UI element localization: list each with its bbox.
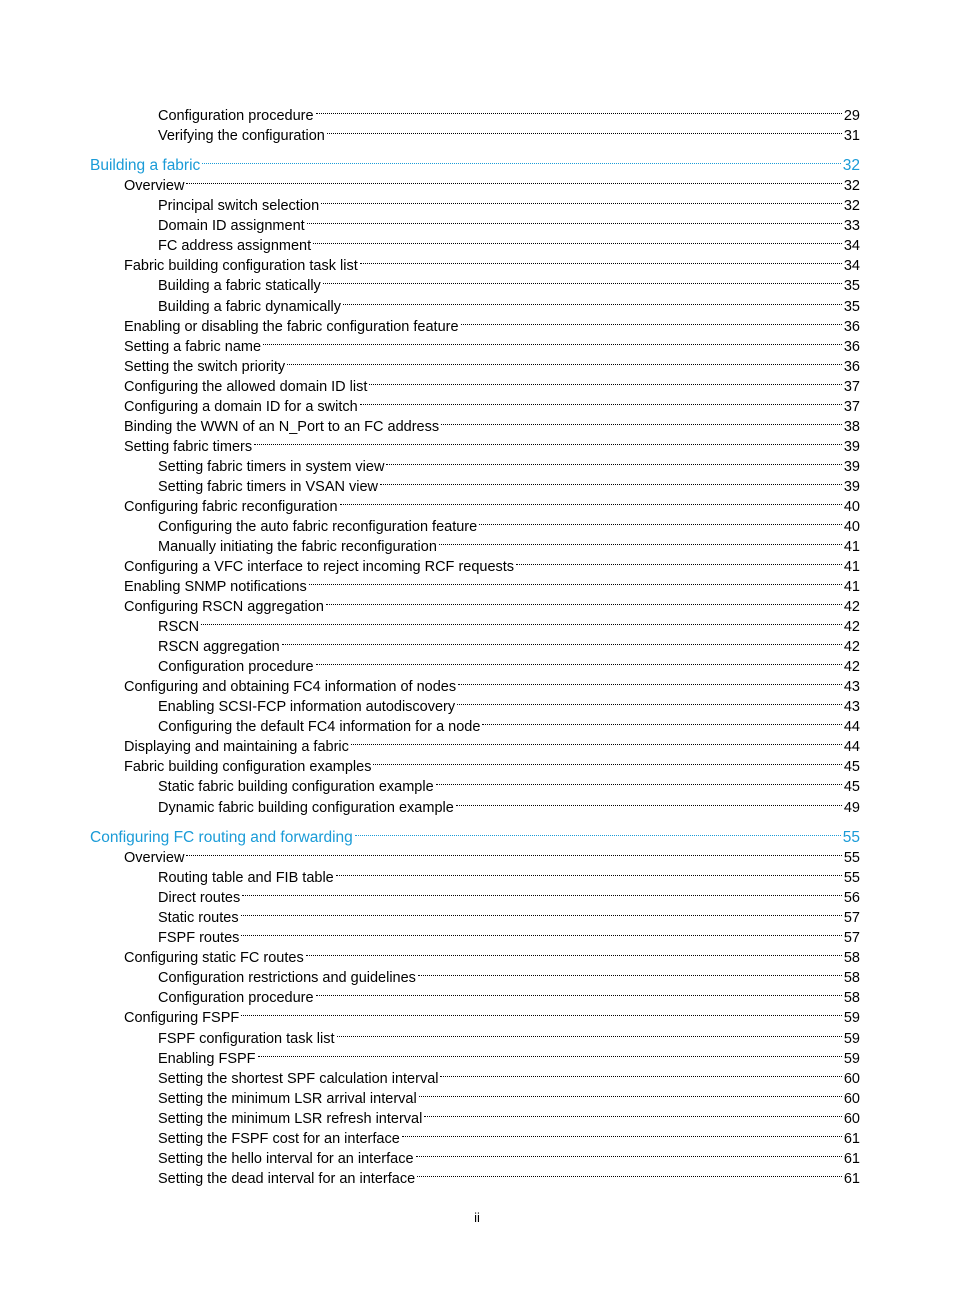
toc-chapter-link[interactable]: [0, 150, 954, 174]
toc-entry-page: 40: [843, 499, 860, 515]
toc-entry-title: Setting the minimum LSR arrival interval: [158, 1091, 417, 1107]
toc-entry-page: 56: [843, 890, 860, 906]
toc-entry-title: Overview: [124, 850, 185, 866]
toc-entry-link[interactable]: [0, 311, 954, 335]
toc-entry-page: 57: [843, 930, 860, 946]
toc-entry-link[interactable]: [0, 1123, 954, 1147]
toc-entry-title: Setting the FSPF cost for an interface: [158, 1131, 400, 1147]
dot-leader: [458, 671, 842, 691]
toc-entry-title: Setting fabric timers in system view: [158, 459, 385, 475]
toc-entry-page: 60: [843, 1071, 860, 1087]
toc-entry-row: [158, 230, 860, 254]
toc-entry-title: Setting fabric timers: [124, 439, 253, 455]
toc-entry-page: 61: [843, 1171, 860, 1187]
toc-entry-link[interactable]: [0, 331, 954, 355]
dot-leader: [440, 1063, 841, 1083]
toc-entry-title: Principal switch selection: [158, 198, 320, 214]
dot-leader: [424, 1103, 842, 1123]
toc-entry-row: [158, 611, 860, 635]
toc-entry-page: 33: [843, 218, 860, 234]
toc-entry-title: Configuring FC routing and forwarding: [90, 829, 353, 846]
toc-entry-row: [158, 1103, 860, 1127]
toc-entry-link[interactable]: [0, 371, 954, 395]
toc-entry-link[interactable]: [0, 671, 954, 695]
dot-leader: [340, 491, 842, 511]
dot-leader: [323, 270, 842, 290]
toc-entry-link[interactable]: [0, 862, 954, 886]
dot-leader: [309, 571, 842, 591]
toc-entry-row: [124, 671, 860, 695]
toc-entry-row: [158, 471, 860, 495]
toc-entry-title: Configuring the allowed domain ID list: [124, 379, 368, 395]
toc-entry-row: [158, 792, 860, 816]
toc-entry-link[interactable]: [0, 210, 954, 234]
toc-entry-link[interactable]: [0, 431, 954, 455]
toc-entry-link[interactable]: [0, 902, 954, 926]
toc-entry-title: Setting the dead interval for an interface: [158, 1171, 416, 1187]
dot-leader: [436, 771, 842, 791]
toc-entry-page: 58: [843, 990, 860, 1006]
dot-leader: [360, 250, 842, 270]
toc-entry-row: [124, 571, 860, 595]
toc-entry-title: Setting a fabric name: [124, 339, 262, 355]
toc-entry-title: Configuration procedure: [158, 990, 314, 1006]
toc-entry-title: Configuring a VFC interface to reject incoming RCF requests: [124, 559, 515, 575]
dot-leader: [242, 882, 842, 902]
toc-entry-title: Configuring and obtaining FC4 information of nodes: [124, 679, 457, 695]
toc-entry-title: Configuration procedure: [158, 108, 314, 124]
toc-entry-link[interactable]: [0, 942, 954, 966]
toc-entry-row: [158, 1023, 860, 1047]
toc-entry-page: 35: [843, 299, 860, 315]
toc-entry-page: 43: [843, 679, 860, 695]
toc-entry-link[interactable]: [0, 1083, 954, 1107]
toc-entry-title: Configuring static FC routes: [124, 950, 304, 966]
toc-entry-row: [124, 371, 860, 395]
dot-leader: [241, 922, 841, 942]
toc-entry-page: 42: [843, 659, 860, 675]
dot-leader: [380, 471, 842, 491]
toc-entry-row: [158, 1063, 860, 1087]
toc-entry-row: [124, 250, 860, 274]
toc-entry-row: [158, 1143, 860, 1167]
toc-entry-title: Fabric building configuration examples: [124, 759, 372, 775]
toc-entry-page: 40: [843, 519, 860, 535]
toc-entry-row: [158, 210, 860, 234]
dot-leader: [202, 150, 840, 170]
toc-entry-title: Setting the minimum LSR refresh interval: [158, 1111, 423, 1127]
toc-entry-page: 35: [843, 278, 860, 294]
dot-leader: [439, 531, 842, 551]
toc-entry-page: 59: [843, 1051, 860, 1067]
toc-entry-page: 41: [843, 539, 860, 555]
toc-entry-page: 39: [843, 459, 860, 475]
dot-leader: [402, 1123, 842, 1143]
toc-entry-page: 42: [843, 599, 860, 615]
toc-entry-link[interactable]: [0, 631, 954, 655]
toc-entry-title: Static fabric building configuration example: [158, 779, 434, 795]
toc-entry-page: 37: [843, 399, 860, 415]
toc-entry-link[interactable]: [0, 842, 954, 866]
toc-entry-page: 38: [843, 419, 860, 435]
dot-leader: [316, 651, 842, 671]
toc-entry-row: [158, 902, 860, 926]
dot-leader: [373, 751, 841, 771]
dot-leader: [419, 1083, 842, 1103]
toc-entry-link[interactable]: [0, 691, 954, 715]
toc-entry-row: [124, 391, 860, 415]
toc-entry-row: [124, 170, 860, 194]
toc-entry-page: 45: [843, 779, 860, 795]
dot-leader: [201, 611, 842, 631]
toc-entry-link[interactable]: [0, 1103, 954, 1127]
toc-entry-row: [124, 842, 860, 866]
toc-entry-row: [158, 962, 860, 986]
dot-leader: [313, 230, 842, 250]
toc-entry-link[interactable]: [0, 511, 954, 535]
toc-entry-row: [158, 862, 860, 886]
toc-entry-page: 58: [843, 970, 860, 986]
toc-entry-title: Setting the switch priority: [124, 359, 286, 375]
dot-leader: [306, 942, 842, 962]
dot-leader: [316, 982, 842, 1002]
toc-entry-title: Manually initiating the fabric reconfiguration: [158, 539, 437, 555]
dot-leader: [254, 431, 842, 451]
toc-entry-page: 32: [843, 198, 860, 214]
toc-entry-page: 36: [843, 339, 860, 355]
dot-leader: [327, 120, 842, 140]
toc-entry-link[interactable]: [0, 190, 954, 214]
dot-leader: [351, 731, 842, 751]
toc-entry-link[interactable]: [0, 170, 954, 194]
toc-entry-row: [158, 1123, 860, 1147]
toc-entry-link[interactable]: [0, 451, 954, 475]
toc-entry-title: Domain ID assignment: [158, 218, 305, 234]
toc-entry-title: Configuration restrictions and guidelines: [158, 970, 416, 986]
toc-entry-link[interactable]: [0, 391, 954, 415]
toc-entry-page: 58: [843, 950, 860, 966]
toc-entry-link[interactable]: [0, 771, 954, 795]
dot-leader: [186, 842, 841, 862]
toc-entry-row: [158, 982, 860, 1006]
dot-leader: [386, 451, 841, 471]
toc-entry-row: [158, 1083, 860, 1107]
toc-entry-row: [158, 1163, 860, 1187]
toc-entry-title: Enabling SCSI-FCP information autodiscovery: [158, 699, 456, 715]
toc-entry-page: 60: [843, 1111, 860, 1127]
dot-leader: [307, 210, 842, 230]
toc-entry-link[interactable]: [0, 792, 954, 816]
toc-entry-link[interactable]: [0, 982, 954, 1006]
toc-entry-row: [158, 631, 860, 655]
toc-entry-page: 39: [843, 439, 860, 455]
toc-entry-title: Configuration procedure: [158, 659, 314, 675]
toc-entry-row: [158, 711, 860, 735]
toc-entry-row: [124, 311, 860, 335]
dot-leader: [355, 822, 841, 842]
toc-entry-title: Verifying the configuration: [158, 128, 325, 144]
toc-entry-title: Displaying and maintaining a fabric: [124, 739, 349, 755]
dot-leader: [456, 792, 842, 812]
dot-leader: [186, 170, 841, 190]
toc-entry-title: Static routes: [158, 910, 239, 926]
toc-entry-link[interactable]: [0, 1163, 954, 1187]
toc-entry-row: [158, 531, 860, 555]
toc-entry-link[interactable]: [0, 651, 954, 675]
toc-entry-link[interactable]: [0, 711, 954, 735]
dot-leader: [457, 691, 842, 711]
toc-entry-page: 34: [843, 238, 860, 254]
toc-entry-title: Configuring fabric reconfiguration: [124, 499, 338, 515]
toc-entry-page: 37: [843, 379, 860, 395]
toc-entry-row: [124, 351, 860, 375]
toc-entry-title: Fabric building configuration task list: [124, 258, 358, 274]
toc-entry-page: 61: [843, 1151, 860, 1167]
dot-leader: [241, 902, 842, 922]
toc-entry-link[interactable]: [0, 100, 954, 124]
toc-entry-title: Binding the WWN of an N_Port to an FC address: [124, 419, 440, 435]
toc-entry-title: Setting the hello interval for an interface: [158, 1151, 414, 1167]
toc-entry-page: 43: [843, 699, 860, 715]
toc-entry-page: 36: [843, 359, 860, 375]
toc-entry-row: [90, 822, 860, 846]
toc-entry-row: [124, 331, 860, 355]
toc-entry-title: Enabling SNMP notifications: [124, 579, 307, 595]
toc-entry-link[interactable]: [0, 250, 954, 274]
toc-entry-page: 60: [843, 1091, 860, 1107]
toc-entry-row: [124, 411, 860, 435]
toc-entry-link[interactable]: [0, 571, 954, 595]
dot-leader: [336, 862, 842, 882]
toc-entry-title: FSPF configuration task list: [158, 1031, 335, 1047]
toc-entry-page: 42: [843, 639, 860, 655]
toc-entry-link[interactable]: [0, 1002, 954, 1026]
toc-entry-row: [158, 771, 860, 795]
dot-leader: [516, 551, 842, 571]
toc-entry-title: RSCN: [158, 619, 200, 635]
toc-entry-link[interactable]: [0, 731, 954, 755]
toc-entry-link[interactable]: [0, 591, 954, 615]
dot-leader: [282, 631, 842, 651]
toc-entry-row: [158, 651, 860, 675]
toc-entry-row: [124, 551, 860, 575]
dot-leader: [241, 1002, 842, 1022]
dot-leader: [343, 291, 842, 311]
toc-entry-title: Routing table and FIB table: [158, 870, 334, 886]
dot-leader: [461, 311, 842, 331]
toc-entry-link[interactable]: [0, 120, 954, 144]
dot-leader: [316, 100, 842, 120]
dot-leader: [321, 190, 842, 210]
dot-leader: [417, 1163, 842, 1183]
toc-entry-title: RSCN aggregation: [158, 639, 280, 655]
toc-entry-page: 49: [843, 800, 860, 816]
toc-entry-link[interactable]: [0, 922, 954, 946]
toc-entry-row: [158, 1043, 860, 1067]
toc-entry-page: 55: [842, 829, 860, 846]
toc-entry-title: Configuring the auto fabric reconfiguration feature: [158, 519, 478, 535]
toc-entry-row: [158, 270, 860, 294]
toc-entry-page: 55: [843, 850, 860, 866]
toc-entry-row: [124, 591, 860, 615]
toc-entry-page: 44: [843, 719, 860, 735]
toc-entry-row: [158, 451, 860, 475]
toc-entry-link[interactable]: [0, 531, 954, 555]
toc-entry-title: Setting the shortest SPF calculation interval: [158, 1071, 439, 1087]
toc-entry-page: 59: [843, 1010, 860, 1026]
toc-entry-row: [90, 150, 860, 174]
toc-entry-row: [158, 291, 860, 315]
toc-entry-row: [124, 491, 860, 515]
toc-entry-title: Setting fabric timers in VSAN view: [158, 479, 378, 495]
toc-entry-row: [158, 120, 860, 144]
toc-entry-link[interactable]: [0, 291, 954, 315]
toc-entry-link[interactable]: [0, 1043, 954, 1067]
toc-entry-link[interactable]: [0, 751, 954, 775]
toc-entry-title: Configuring the default FC4 information for a node: [158, 719, 481, 735]
toc-entry-page: 31: [843, 128, 860, 144]
toc-entry-link[interactable]: [0, 882, 954, 906]
toc-entry-link[interactable]: [0, 351, 954, 375]
toc-chapter-link[interactable]: [0, 822, 954, 846]
toc-entry-link[interactable]: [0, 611, 954, 635]
toc-entry-title: Configuring a domain ID for a switch: [124, 399, 358, 415]
toc-entry-row: [158, 882, 860, 906]
toc-entry-title: FSPF routes: [158, 930, 240, 946]
toc-entry-link[interactable]: [0, 962, 954, 986]
toc-entry-link[interactable]: [0, 1143, 954, 1167]
toc-entry-row: [124, 751, 860, 775]
toc-entry-page: 57: [843, 910, 860, 926]
page-number: ii: [474, 1210, 480, 1225]
toc-entry-title: Building a fabric: [90, 157, 201, 174]
toc-entry-title: Enabling or disabling the fabric configuration feature: [124, 319, 459, 335]
dot-leader: [482, 711, 841, 731]
toc-entry-row: [124, 1002, 860, 1026]
dot-leader: [263, 331, 842, 351]
toc-entry-page: 41: [843, 559, 860, 575]
toc-entry-page: 42: [843, 619, 860, 635]
toc-entry-row: [158, 190, 860, 214]
dot-leader: [418, 962, 842, 982]
toc-entry-row: [124, 431, 860, 455]
dot-leader: [337, 1023, 842, 1043]
toc-entry-title: Building a fabric statically: [158, 278, 321, 294]
toc-entry-page: 29: [843, 108, 860, 124]
toc-entry-title: Configuring FSPF: [124, 1010, 240, 1026]
dot-leader: [258, 1043, 842, 1063]
toc-entry-title: Configuring RSCN aggregation: [124, 599, 324, 615]
dot-leader: [479, 511, 842, 531]
toc-entry-row: [158, 511, 860, 535]
toc-entry-page: 45: [843, 759, 860, 775]
toc-entry-title: Building a fabric dynamically: [158, 299, 341, 315]
toc-entry-title: Dynamic fabric building configuration example: [158, 800, 454, 816]
toc-entry-title: Overview: [124, 178, 185, 194]
toc-entry-page: 32: [842, 157, 860, 174]
toc-entry-page: 59: [843, 1031, 860, 1047]
toc-entry-link[interactable]: [0, 551, 954, 575]
toc-entry-page: 61: [843, 1131, 860, 1147]
toc-entry-title: Direct routes: [158, 890, 241, 906]
toc-entry-link[interactable]: [0, 230, 954, 254]
toc-entry-page: 55: [843, 870, 860, 886]
dot-leader: [287, 351, 842, 371]
dot-leader: [360, 391, 842, 411]
toc-entry-title: Enabling FSPF: [158, 1051, 256, 1067]
toc-entry-link[interactable]: [0, 1023, 954, 1047]
dot-leader: [369, 371, 841, 391]
toc-entry-page: 44: [843, 739, 860, 755]
toc-entry-row: [158, 922, 860, 946]
toc-entry-page: 34: [843, 258, 860, 274]
toc-entry-link[interactable]: [0, 270, 954, 294]
toc-entry-title: FC address assignment: [158, 238, 312, 254]
toc-entry-row: [124, 731, 860, 755]
toc-entry-link[interactable]: [0, 1063, 954, 1087]
toc-entry-link[interactable]: [0, 471, 954, 495]
toc-entry-page: 39: [843, 479, 860, 495]
toc-entry-link[interactable]: [0, 491, 954, 515]
toc-entry-page: 36: [843, 319, 860, 335]
dot-leader: [326, 591, 842, 611]
toc-entry-row: [158, 691, 860, 715]
toc-entry-row: [124, 942, 860, 966]
dot-leader: [416, 1143, 842, 1163]
toc-entry-link[interactable]: [0, 411, 954, 435]
toc-entry-page: 41: [843, 579, 860, 595]
toc-entry-page: 32: [843, 178, 860, 194]
toc-entry-row: [158, 100, 860, 124]
dot-leader: [441, 411, 842, 431]
